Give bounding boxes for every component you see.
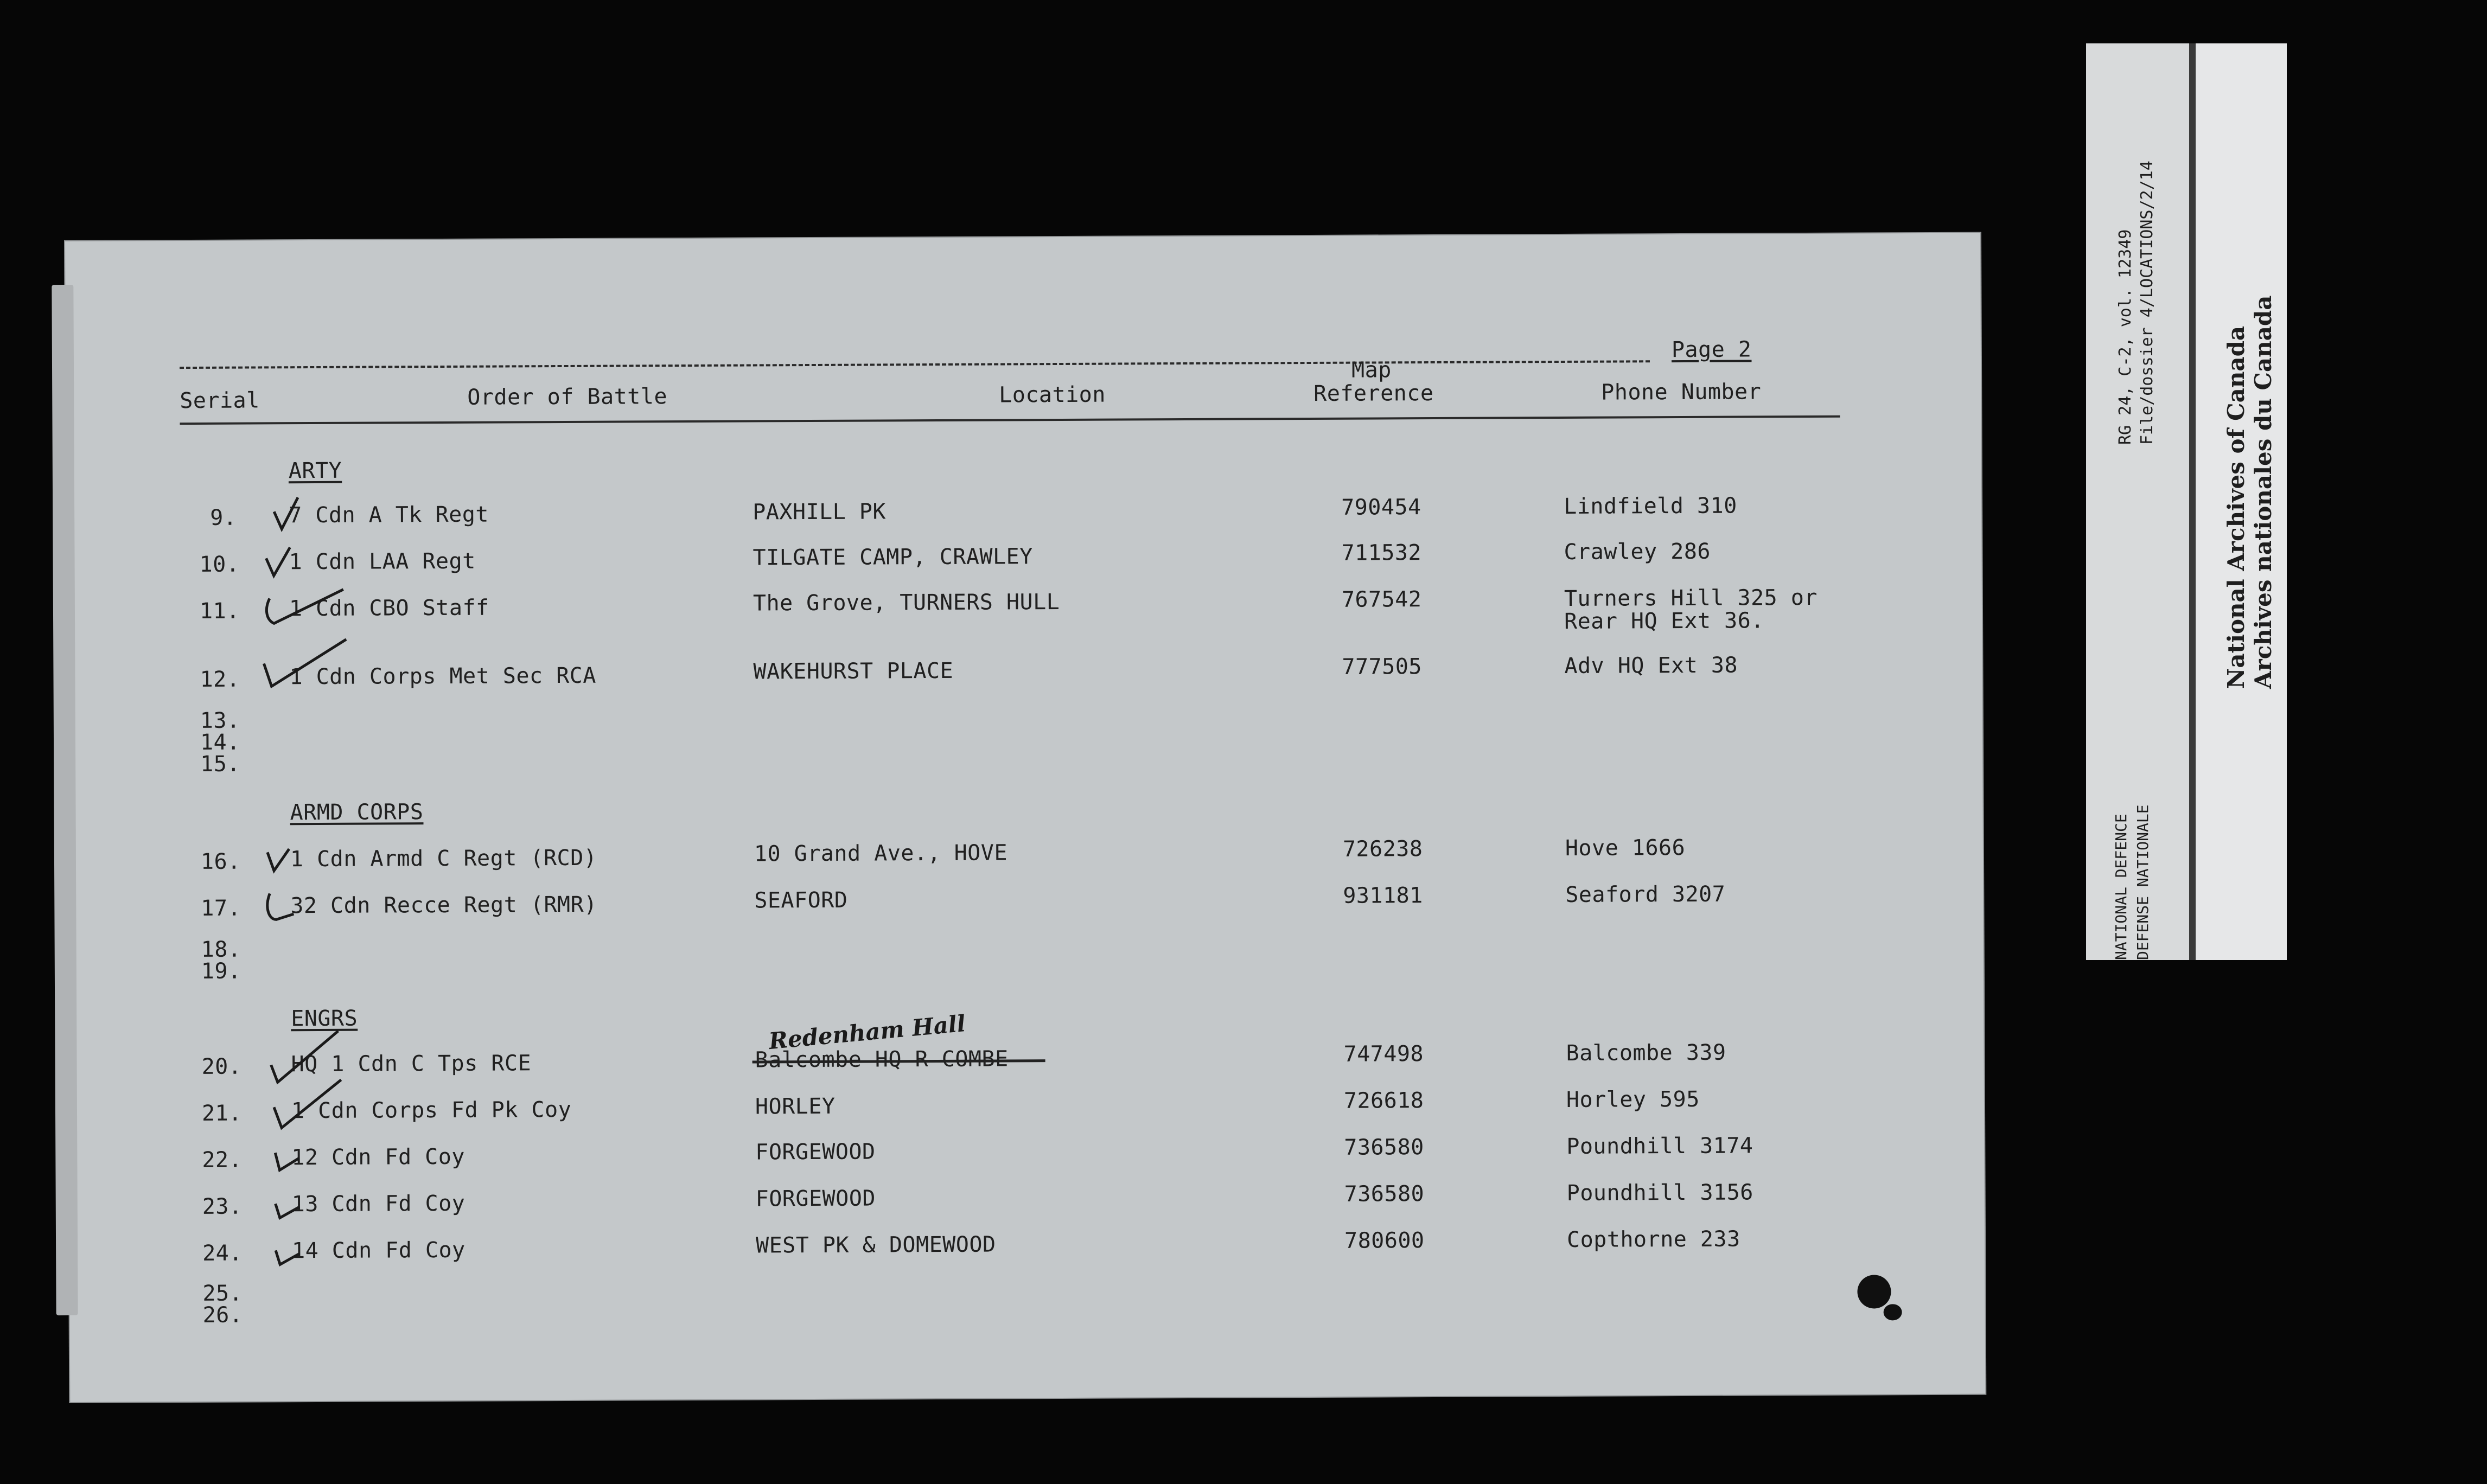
location-9: PAXHILL PK [753, 499, 887, 525]
label-divider [2189, 43, 2196, 960]
location-24: WEST PK & DOMEWOOD [755, 1232, 996, 1258]
map-11: 767542 [1341, 587, 1422, 612]
location-16: 10 Grand Ave., HOVE [754, 840, 1008, 867]
check-mark-icon [270, 1231, 303, 1269]
column-header-map-line1: Map [1351, 357, 1392, 383]
serial-23: 23. [202, 1194, 243, 1219]
phone-16: Hove 1666 [1565, 835, 1686, 861]
check-mark-icon [270, 1136, 302, 1174]
serial-22: 22. [202, 1147, 243, 1173]
serial-13: 13. [200, 708, 240, 733]
page-number: Page 2 [1671, 337, 1752, 363]
location-10: TILGATE CAMP, CRAWLEY [753, 544, 1033, 571]
map-16: 726238 [1342, 836, 1423, 862]
location-20-handwritten-correction: Redenham Hall [767, 1010, 967, 1055]
check-mark-icon [270, 495, 302, 533]
serial-15: 15. [200, 751, 241, 777]
phone-20: Balcombe 339 [1566, 1040, 1726, 1066]
ink-blot [1884, 1304, 1902, 1320]
column-header-serial: Serial [180, 388, 260, 414]
phone-12: Adv HQ Ext 38 [1564, 653, 1738, 679]
serial-10: 10. [199, 552, 240, 577]
header-bottom-rule [180, 415, 1840, 425]
serial-11: 11. [199, 598, 240, 624]
phone-17: Seaford 3207 [1565, 881, 1726, 907]
map-10: 711532 [1341, 540, 1422, 566]
serial-25: 25. [202, 1281, 243, 1306]
check-mark-icon [270, 1077, 346, 1131]
archive-reference-line2: File/dossier 4/LOCATIONS/2/14 [2138, 161, 2157, 445]
section-heading-arty: ARTY [288, 458, 342, 484]
map-12: 777505 [1342, 654, 1423, 680]
phone-10: Crawley 286 [1564, 539, 1711, 565]
serial-9: 9. [210, 505, 237, 530]
serial-19: 19. [201, 958, 241, 984]
sheet-torn-edge [52, 285, 78, 1315]
check-mark-icon [262, 587, 349, 631]
label-archives-panel [2196, 43, 2287, 960]
unit-21: 1 Cdn Corps Fd Pk Coy [291, 1097, 572, 1124]
unit-22: 12 Cdn Fd Coy [291, 1144, 465, 1170]
check-mark-icon [263, 886, 296, 924]
serial-14: 14. [200, 730, 240, 755]
phone-23: Poundhill 3156 [1566, 1180, 1753, 1206]
archive-label [2086, 43, 2287, 960]
unit-9: 7 Cdn A Tk Regt [289, 502, 489, 528]
serial-18: 18. [201, 937, 241, 962]
phone-9: Lindfield 310 [1564, 493, 1737, 519]
phone-22: Poundhill 3174 [1566, 1133, 1753, 1159]
unit-17: 32 Cdn Recce Regt (RMR) [290, 892, 597, 919]
location-17: SEAFORD [754, 887, 848, 913]
archives-name-english: National Archives of Canada [2223, 325, 2249, 689]
serial-20: 20. [201, 1054, 242, 1079]
check-mark-icon [262, 542, 294, 580]
serial-16: 16. [200, 849, 241, 874]
section-heading-armd-corps: ARMD CORPS [290, 799, 424, 826]
map-20: 747498 [1343, 1041, 1424, 1067]
serial-12: 12. [200, 667, 240, 692]
location-12: WAKEHURST PLACE [753, 658, 954, 685]
ink-blot [1857, 1275, 1891, 1308]
location-22: FORGEWOOD [755, 1139, 876, 1165]
unit-12: 1 Cdn Corps Met Sec RCA [289, 663, 596, 690]
map-9: 790454 [1341, 495, 1421, 520]
archives-name-french: Archives nationales du Canada [2250, 295, 2276, 689]
unit-11: 1 Cdn CBO Staff [289, 595, 489, 622]
archive-reference-line1: RG 24, C-2, vol. 12349 [2116, 229, 2135, 445]
location-21: HORLEY [755, 1093, 836, 1120]
column-header-phone: Phone Number [1601, 379, 1762, 405]
department-line1: NATIONAL DEFENCE [2112, 814, 2130, 960]
phone-24: Copthorne 233 [1566, 1226, 1740, 1252]
map-24: 780600 [1344, 1228, 1425, 1253]
location-23: FORGEWOOD [755, 1186, 876, 1212]
check-mark-icon [263, 838, 296, 876]
unit-10: 1 Cdn LAA Regt [289, 548, 476, 575]
map-22: 736580 [1344, 1135, 1424, 1160]
unit-24: 14 Cdn Fd Coy [292, 1237, 465, 1264]
phone-21: Horley 595 [1566, 1086, 1700, 1112]
map-17: 931181 [1343, 883, 1423, 909]
serial-17: 17. [201, 895, 241, 921]
serial-26: 26. [202, 1302, 243, 1328]
unit-23: 13 Cdn Fd Coy [291, 1191, 465, 1217]
check-mark-icon [270, 1184, 303, 1222]
unit-16: 1 Cdn Armd C Regt (RCD) [290, 845, 597, 872]
department-line2: DEFENSE NATIONALE [2134, 804, 2152, 960]
column-header-location: Location [999, 382, 1106, 408]
location-11: The Grove, TURNERS HULL [753, 590, 1060, 616]
unit-20: HQ 1 Cdn C Tps RCE [291, 1051, 532, 1077]
document-sheet [65, 233, 1985, 1402]
column-header-order-of-battle: Order of Battle [467, 384, 668, 410]
location-20: Balcombe HQ R COMBE [755, 1046, 1009, 1073]
phone-11-line2: Rear HQ Ext 36. [1564, 608, 1764, 634]
phone-11: Turners Hill 325 or [1564, 585, 1818, 611]
header-top-rule [180, 360, 1650, 369]
check-mark-icon [259, 636, 352, 691]
serial-24: 24. [202, 1240, 243, 1266]
section-heading-engrs: ENGRS [291, 1006, 358, 1032]
column-header-map-line2: Reference [1313, 380, 1434, 406]
map-23: 736580 [1344, 1181, 1425, 1207]
serial-21: 21. [201, 1101, 242, 1126]
map-21: 726618 [1343, 1088, 1424, 1114]
